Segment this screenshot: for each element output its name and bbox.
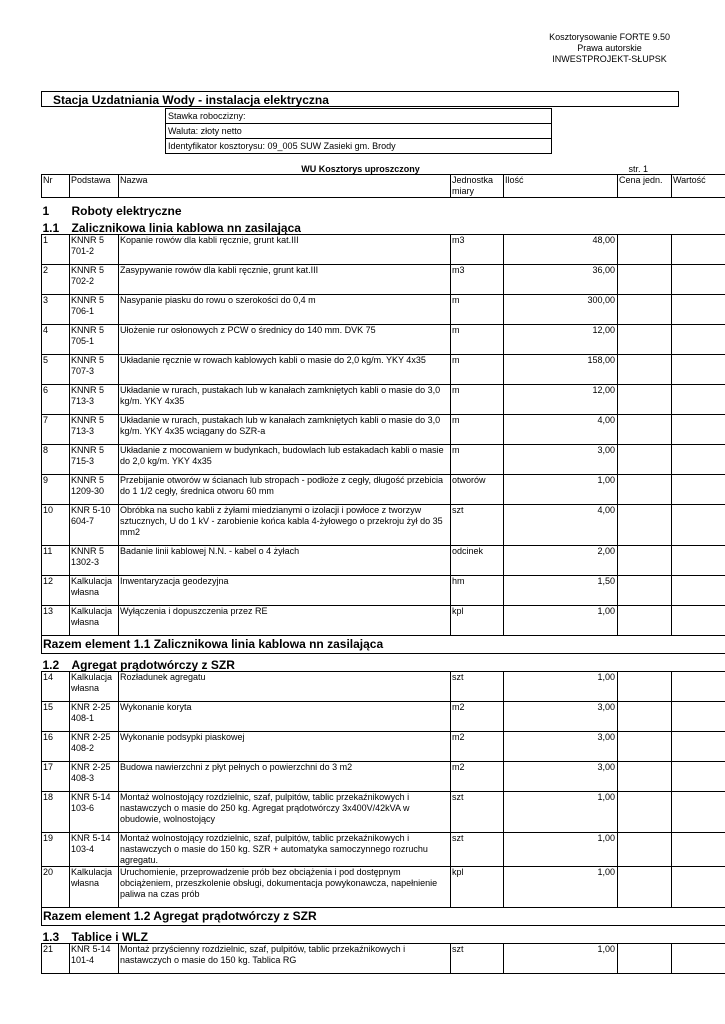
- table-row: [42, 295, 725, 325]
- row-podstawa-2: 702-2: [71, 276, 95, 286]
- row-ilosc: 12,00: [504, 385, 618, 415]
- row-podstawa-2: 1209-30: [71, 486, 105, 496]
- element-1-2-number: 1.2: [42, 658, 60, 672]
- row-cena: [618, 672, 672, 702]
- row-cena: [618, 867, 672, 908]
- row-nr: 3: [42, 295, 70, 325]
- row-ilosc: 1,00: [504, 475, 618, 505]
- row-nr: 17: [42, 762, 70, 792]
- row-cena: [618, 505, 672, 546]
- row-podstawa-2: 408-2: [71, 743, 95, 753]
- row-cena: [618, 295, 672, 325]
- row-jm: kpl: [451, 606, 504, 636]
- row-nr: 7: [42, 415, 70, 445]
- row-wartosc: [672, 546, 725, 576]
- row-cena: [618, 385, 672, 415]
- row-nr: 15: [42, 702, 70, 732]
- table-row: [42, 762, 725, 792]
- row-podstawa-1: KNNR 5: [71, 355, 105, 365]
- table-row: [42, 475, 725, 505]
- row-podstawa: [70, 385, 119, 415]
- row-podstawa-1: KNNR 5: [71, 445, 105, 455]
- row-nazwa: Rozładunek agregatu: [119, 672, 451, 702]
- row-podstawa: [70, 792, 119, 833]
- row-wartosc: [672, 415, 725, 445]
- row-podstawa-1: KNR 2-25: [71, 732, 111, 742]
- row-cena: [618, 445, 672, 475]
- row-nr: 8: [42, 445, 70, 475]
- row-wartosc: [672, 475, 725, 505]
- row-nazwa: Układanie z mocowaniem w budynkach, budowlach lub estakadach kabli o masie do 2,0 kg/m. YKY 4x35: [119, 445, 451, 475]
- col-jm-line2: miary: [452, 186, 474, 196]
- row-podstawa: [70, 944, 119, 974]
- row-ilosc: 300,00: [504, 295, 618, 325]
- row-podstawa-2: własna: [71, 617, 100, 627]
- row-podstawa: [70, 265, 119, 295]
- row-nr: 9: [42, 475, 70, 505]
- row-wartosc: [672, 235, 725, 265]
- row-cena: [618, 546, 672, 576]
- row-jm: m: [451, 325, 504, 355]
- row-podstawa-2: 604-7: [71, 516, 95, 526]
- row-podstawa-2: 713-3: [71, 426, 95, 436]
- software-credit: [549, 32, 670, 65]
- row-jm: m: [451, 295, 504, 325]
- row-podstawa: [70, 445, 119, 475]
- credit-line-3: INWESTPROJEKT-SŁUPSK: [552, 54, 667, 64]
- row-ilosc: 3,00: [504, 732, 618, 762]
- currency: Waluta: złoty netto: [166, 124, 552, 139]
- row-cena: [618, 833, 672, 867]
- row-nazwa: Uruchomienie, przeprowadzenie prób bez obciążenia i pod dostępnym obciążeniem, przeszkolenie obsługi, dokumentacja powykonawcza, napełnienie paliwa na czas prób: [119, 867, 451, 908]
- col-jm: [451, 175, 504, 198]
- row-nazwa: Kopanie rowów dla kabli ręcznie, grunt kat.III: [119, 235, 451, 265]
- row-wartosc: [672, 606, 725, 636]
- row-jm: kpl: [451, 867, 504, 908]
- row-nazwa: Wykonanie koryta: [119, 702, 451, 732]
- row-ilosc: 48,00: [504, 235, 618, 265]
- col-ilosc: Ilość: [504, 175, 618, 198]
- element-1-3-label: [42, 926, 725, 944]
- col-podstawa: Podstawa: [70, 175, 119, 198]
- row-podstawa-1: KNR 5-14: [71, 792, 111, 802]
- row-podstawa-1: KNNR 5: [71, 415, 105, 425]
- row-cena: [618, 415, 672, 445]
- row-ilosc: 1,00: [504, 867, 618, 908]
- row-wartosc: [672, 505, 725, 546]
- row-wartosc: [672, 792, 725, 833]
- table-row: [42, 732, 725, 762]
- row-podstawa-1: KNR 5-14: [71, 833, 111, 843]
- row-nr: 5: [42, 355, 70, 385]
- row-cena: [618, 702, 672, 732]
- row-nr: 16: [42, 732, 70, 762]
- row-nr: 21: [42, 944, 70, 974]
- labor-rate: Stawka roboczizny:: [166, 109, 552, 124]
- row-nazwa: Układanie ręcznie w rowach kablowych kabli o masie do 2,0 kg/m. YKY 4x35: [119, 355, 451, 385]
- row-podstawa-1: Kalkulacja: [71, 576, 113, 586]
- row-podstawa-1: KNNR 5: [71, 325, 105, 335]
- element-1-1-label: [42, 217, 725, 235]
- row-podstawa-1: KNR 5-10: [71, 505, 111, 515]
- row-wartosc: [672, 867, 725, 908]
- element-1-3: [42, 926, 725, 944]
- row-ilosc: 158,00: [504, 355, 618, 385]
- row-podstawa-2: 408-3: [71, 773, 95, 783]
- row-cena: [618, 235, 672, 265]
- row-jm: szt: [451, 944, 504, 974]
- row-podstawa-1: Kalkulacja: [71, 606, 113, 616]
- row-podstawa-1: KNNR 5: [71, 265, 105, 275]
- row-podstawa-2: 103-4: [71, 844, 95, 854]
- row-ilosc: 3,00: [504, 445, 618, 475]
- row-nazwa: Badanie linii kablowej N.N. - kabel o 4 żyłach: [119, 546, 451, 576]
- row-wartosc: [672, 355, 725, 385]
- row-cena: [618, 325, 672, 355]
- row-wartosc: [672, 576, 725, 606]
- element-1-1-total-label: Razem element 1.1 Zalicznikowa linia kablowa nn zasilająca: [42, 636, 725, 654]
- row-wartosc: [672, 732, 725, 762]
- table-row: [42, 792, 725, 833]
- row-ilosc: 36,00: [504, 265, 618, 295]
- col-wartosc: Wartość: [672, 175, 725, 198]
- row-podstawa: [70, 606, 119, 636]
- row-nr: 14: [42, 672, 70, 702]
- row-podstawa: [70, 833, 119, 867]
- info-table: [165, 108, 552, 154]
- element-1-1: [42, 217, 725, 235]
- row-podstawa-2: 706-1: [71, 306, 95, 316]
- row-podstawa-2: 705-1: [71, 336, 95, 346]
- credit-line-2: Prawa autorskie: [577, 43, 642, 53]
- row-jm: m: [451, 385, 504, 415]
- row-podstawa: [70, 867, 119, 908]
- row-ilosc: 1,50: [504, 576, 618, 606]
- element-1-3-number: 1.3: [42, 930, 60, 944]
- row-nazwa: Montaż wolnostojący rozdzielnic, szaf, pulpitów, tablic przekaźnikowych i nastawczych o masie do 250 kg. Agregat prądotwórczy 3x400V/42kVA w obudowie, wolnostojący: [119, 792, 451, 833]
- table-row: [42, 702, 725, 732]
- estimate-table: [41, 174, 725, 974]
- row-cena: [618, 606, 672, 636]
- row-ilosc: 1,00: [504, 833, 618, 867]
- row-podstawa: [70, 295, 119, 325]
- row-nr: 11: [42, 546, 70, 576]
- row-jm: m3: [451, 265, 504, 295]
- row-podstawa-2: 103-6: [71, 803, 95, 813]
- row-nazwa: Budowa nawierzchni z płyt pełnych o powierzchni do 3 m2: [119, 762, 451, 792]
- row-podstawa-2: 715-3: [71, 456, 95, 466]
- row-podstawa-2: 713-3: [71, 396, 95, 406]
- row-podstawa-2: 707-3: [71, 366, 95, 376]
- row-nazwa: Wyłączenia i dopuszczenia przez RE: [119, 606, 451, 636]
- row-nr: 10: [42, 505, 70, 546]
- row-jm: otworów: [451, 475, 504, 505]
- row-cena: [618, 792, 672, 833]
- element-1-1-total: [42, 636, 725, 654]
- row-nr: 13: [42, 606, 70, 636]
- column-header-row: [42, 175, 725, 198]
- row-nazwa: Układanie w rurach, pustakach lub w kanałach zamkniętych kabli o masie do 3,0 kg/m. YKY 4x35 wciągany do SZR-a: [119, 415, 451, 445]
- row-wartosc: [672, 385, 725, 415]
- document-title: Stacja Uzdatniania Wody - instalacja elektryczna: [41, 91, 679, 107]
- row-podstawa: [70, 546, 119, 576]
- element-1-1-title: Zalicznikowa linia kablowa nn zasilająca: [71, 221, 301, 235]
- table-row: [42, 385, 725, 415]
- table-row: [42, 606, 725, 636]
- row-wartosc: [672, 265, 725, 295]
- row-jm: szt: [451, 792, 504, 833]
- row-podstawa-1: Kalkulacja: [71, 867, 113, 877]
- element-1-2: [42, 654, 725, 672]
- table-row: [42, 576, 725, 606]
- row-wartosc: [672, 445, 725, 475]
- credit-line-1: Kosztorysowanie FORTE 9.50: [549, 32, 670, 42]
- col-jm-line1: Jednostka: [452, 175, 494, 185]
- row-cena: [618, 944, 672, 974]
- table-row: [42, 672, 725, 702]
- row-podstawa: [70, 475, 119, 505]
- row-nr: 12: [42, 576, 70, 606]
- row-podstawa: [70, 325, 119, 355]
- row-wartosc: [672, 295, 725, 325]
- row-ilosc: 4,00: [504, 415, 618, 445]
- row-ilosc: 1,00: [504, 944, 618, 974]
- section-1-number: 1: [42, 204, 50, 217]
- row-nazwa: Inwentaryzacja geodezyjna: [119, 576, 451, 606]
- table-row: [42, 235, 725, 265]
- row-podstawa: [70, 672, 119, 702]
- row-jm: szt: [451, 505, 504, 546]
- row-wartosc: [672, 944, 725, 974]
- row-cena: [618, 732, 672, 762]
- row-podstawa-1: KNNR 5: [71, 385, 105, 395]
- element-1-2-label: [42, 654, 725, 672]
- row-ilosc: 3,00: [504, 702, 618, 732]
- row-podstawa-1: Kalkulacja: [71, 672, 113, 682]
- row-podstawa: [70, 732, 119, 762]
- row-jm: m: [451, 355, 504, 385]
- table-row: [42, 944, 725, 974]
- row-podstawa: [70, 355, 119, 385]
- table-row: [42, 265, 725, 295]
- col-cena: Cena jedn.: [618, 175, 672, 198]
- row-podstawa-1: KNNR 5: [71, 475, 105, 485]
- table-row: [42, 833, 725, 867]
- row-podstawa-2: własna: [71, 683, 100, 693]
- row-nazwa: Montaż przyścienny rozdzielnic, szaf, pulpitów, tablic przekaźnikowych i nastawczych o masie do 150 kg. Tablica RG: [119, 944, 451, 974]
- row-jm: szt: [451, 833, 504, 867]
- row-podstawa: [70, 702, 119, 732]
- page-number: str. 1: [628, 164, 648, 174]
- row-wartosc: [672, 762, 725, 792]
- row-cena: [618, 355, 672, 385]
- row-podstawa-1: KNNR 5: [71, 295, 105, 305]
- row-cena: [618, 762, 672, 792]
- row-wartosc: [672, 325, 725, 355]
- row-jm: szt: [451, 672, 504, 702]
- row-nr: 1: [42, 235, 70, 265]
- row-jm: m2: [451, 762, 504, 792]
- row-podstawa-1: KNNR 5: [71, 235, 105, 245]
- row-podstawa: [70, 235, 119, 265]
- row-ilosc: 2,00: [504, 546, 618, 576]
- estimate-id: Identyfikator kosztorysu: 09_005 SUW Zasieki gm. Brody: [166, 139, 552, 154]
- row-nazwa: Montaż wolnostojący rozdzielnic, szaf, pulpitów, tablic przekaźnikowych i nastawczych o masie do 150 kg. SZR + automatyka samoczynnego rozruchu agregatu.: [119, 833, 451, 867]
- table-row: [42, 867, 725, 908]
- table-row: [42, 546, 725, 576]
- row-ilosc: 4,00: [504, 505, 618, 546]
- row-podstawa: [70, 415, 119, 445]
- row-podstawa-2: 101-4: [71, 955, 95, 965]
- row-nazwa: Ułożenie rur osłonowych z PCW o średnicy do 140 mm. DVK 75: [119, 325, 451, 355]
- row-ilosc: 1,00: [504, 606, 618, 636]
- section-1-label: [42, 198, 725, 218]
- row-cena: [618, 475, 672, 505]
- row-nr: 2: [42, 265, 70, 295]
- row-nr: 18: [42, 792, 70, 833]
- element-1-2-total: [42, 908, 725, 926]
- table-row: [42, 505, 725, 546]
- row-jm: m: [451, 445, 504, 475]
- section-1: [42, 198, 725, 218]
- row-jm: odcinek: [451, 546, 504, 576]
- table-row: [42, 325, 725, 355]
- row-nazwa: Nasypanie piasku do rowu o szerokości do 0,4 m: [119, 295, 451, 325]
- row-ilosc: 1,00: [504, 792, 618, 833]
- row-ilosc: 12,00: [504, 325, 618, 355]
- row-cena: [618, 265, 672, 295]
- row-wartosc: [672, 672, 725, 702]
- table-row: [42, 355, 725, 385]
- element-1-1-number: 1.1: [42, 221, 60, 235]
- row-nazwa: Obróbka na sucho kabli z żyłami miedzianymi o izolacji i powłoce z tworzyw sztucznych, U do 1 kV - zarobienie końca kabla 4-żyłowego o przekroju żył do 35 mm2: [119, 505, 451, 546]
- row-jm: m: [451, 415, 504, 445]
- row-ilosc: 1,00: [504, 672, 618, 702]
- row-nazwa: Wykonanie podsypki piaskowej: [119, 732, 451, 762]
- row-nr: 19: [42, 833, 70, 867]
- row-podstawa-1: KNR 2-25: [71, 702, 111, 712]
- row-podstawa-2: własna: [71, 878, 100, 888]
- row-podstawa-1: KNR 5-14: [71, 944, 111, 954]
- row-nazwa: Przebijanie otworów w ścianach lub stropach - podłoże z cegły, długość przebicia do 1 1/2 cegły, średnica otworu 60 mm: [119, 475, 451, 505]
- table-row: [42, 445, 725, 475]
- row-ilosc: 3,00: [504, 762, 618, 792]
- estimate-heading: WU Kosztorys uproszczony: [301, 164, 420, 174]
- row-wartosc: [672, 833, 725, 867]
- row-podstawa-1: KNNR 5: [71, 546, 105, 556]
- row-jm: m3: [451, 235, 504, 265]
- row-jm: m2: [451, 732, 504, 762]
- row-nazwa: Zasypywanie rowów dla kabli ręcznie, grunt kat.III: [119, 265, 451, 295]
- row-podstawa-2: 1302-3: [71, 557, 100, 567]
- row-podstawa-2: 701-2: [71, 246, 95, 256]
- row-podstawa-2: własna: [71, 587, 100, 597]
- row-jm: hm: [451, 576, 504, 606]
- table-row: [42, 415, 725, 445]
- row-podstawa: [70, 762, 119, 792]
- row-podstawa: [70, 505, 119, 546]
- row-wartosc: [672, 702, 725, 732]
- row-podstawa: [70, 576, 119, 606]
- row-jm: m2: [451, 702, 504, 732]
- row-nr: 6: [42, 385, 70, 415]
- row-nr: 20: [42, 867, 70, 908]
- element-1-2-total-label: Razem element 1.2 Agregat prądotwórczy z SZR: [42, 908, 725, 926]
- element-1-2-title: Agregat prądotwórczy z SZR: [71, 658, 235, 672]
- section-1-title: Roboty elektryczne: [71, 204, 182, 217]
- col-nr: Nr: [42, 175, 70, 198]
- row-podstawa-2: 408-1: [71, 713, 95, 723]
- row-podstawa-1: KNR 2-25: [71, 762, 111, 772]
- row-nr: 4: [42, 325, 70, 355]
- col-nazwa: Nazwa: [119, 175, 451, 198]
- element-1-3-title: Tablice i WLZ: [71, 930, 148, 944]
- row-nazwa: Układanie w rurach, pustakach lub w kanałach zamkniętych kabli o masie do 3,0 kg/m. YKY 4x35: [119, 385, 451, 415]
- row-cena: [618, 576, 672, 606]
